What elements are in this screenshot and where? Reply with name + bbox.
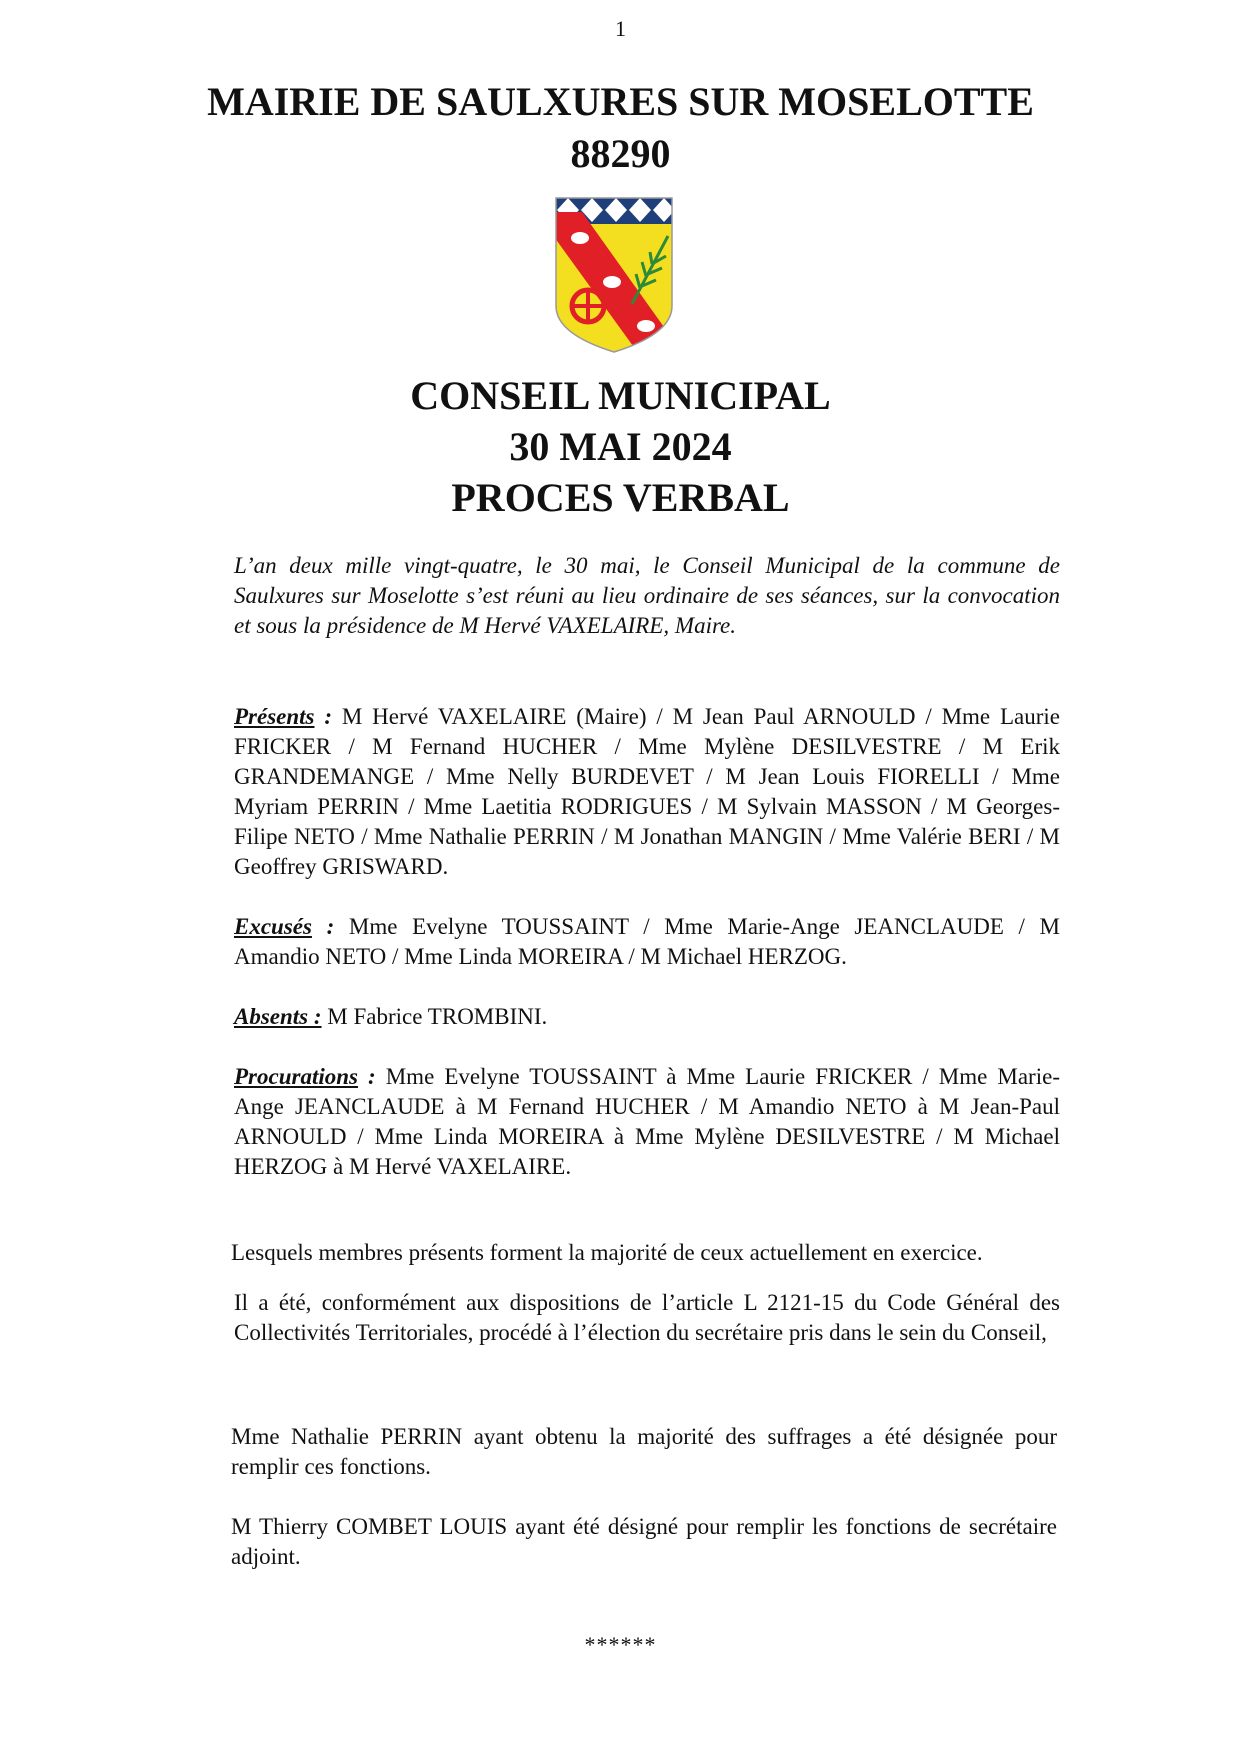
mairie-header: [0, 76, 1241, 180]
excuses-text: Mme Evelyne TOUSSAINT / Mme Marie-Ange JEANCLAUDE / M Amandio NETO / Mme Linda MOREIRA / M Michael HERZOG.: [234, 914, 1061, 969]
postal-code: 88290: [570, 131, 671, 176]
excuses-label: Excusés: [234, 914, 312, 939]
procurations-text: Mme Evelyne TOUSSAINT à Mme Laurie FRICKER / Mme Marie-Ange JEANCLAUDE à M Fernand HUCHER / M Amandio NETO à M Jean-Paul ARNOULD / Mme Linda MOREIRA à Mme Mylène DESILVESTRE / M Michael HERZOG à M Hervé VAXELAIRE.: [234, 1064, 1060, 1179]
section-separator: ******: [584, 1632, 657, 1657]
title-date: 30 MAI 2024: [509, 424, 732, 469]
excuses-colon: :: [311, 914, 335, 939]
document-title: [0, 370, 1241, 523]
presents-label: Présents: [234, 704, 315, 729]
article-paragraph: Il a été, conformément aux dispositions de l’article L 2121-15 du Code Général des Collectivités Territoriales, procédé à l’élection du secrétaire pris dans le sein du Conseil,: [234, 1290, 1060, 1345]
presents-text: M Hervé VAXELAIRE (Maire) / M Jean Paul ARNOULD / Mme Laurie FRICKER / M Fernand HUCHER / Mme Mylène DESILVESTRE / M Erik GRANDEMANGE / Mme Nelly BURDEVET / M Jean Louis FIORELLI / Mme Myriam PERRIN / Mme Laetitia RODRIGUES / M Sylvain MASSON / M Georges-Filipe NETO / Mme Nathalie PERRIN / M Jonathan MANGIN / Mme Valérie BERI / M Geoffrey GRISWARD.: [234, 704, 1060, 879]
coat-of-arms-icon: [552, 194, 676, 354]
intro-paragraph: L’an deux mille vingt-quatre, le 30 mai, le Conseil Municipal de la commune de Saulxures sur Moselotte s’est réuni au lieu ordinaire de ses séances, sur la convocation et sous la présidence de M Hervé VAXELAIRE, Maire.: [234, 553, 1060, 638]
absents-paragraph: [234, 1002, 1060, 1032]
presents-colon: :: [314, 704, 333, 729]
crest-wheel: [570, 288, 606, 324]
secretary-paragraph: Mme Nathalie PERRIN ayant obtenu la majorité des suffrages a été désignée pour remplir ces fonctions.: [231, 1424, 1057, 1479]
title-conseil: CONSEIL MUNICIPAL: [410, 373, 831, 418]
absents-text: M Fabrice TROMBINI.: [327, 1004, 548, 1029]
title-proces-verbal: PROCES VERBAL: [451, 475, 790, 520]
presents-paragraph: [234, 702, 1060, 882]
deputy-secretary-paragraph: M Thierry COMBET LOUIS ayant été désigné pour remplir les fonctions de secrétaire adjoint.: [231, 1514, 1057, 1569]
procurations-label: Procurations: [234, 1064, 358, 1089]
excuses-paragraph: [234, 912, 1060, 972]
absents-label: Absents :: [234, 1004, 322, 1029]
procurations-colon: :: [357, 1064, 376, 1089]
page-number: 1: [615, 16, 626, 41]
procurations-paragraph: [234, 1062, 1060, 1182]
majority-paragraph: Lesquels membres présents forment la majorité de ceux actuellement en exercice.: [231, 1240, 983, 1265]
mairie-name: MAIRIE DE SAULXURES SUR MOSELOTTE: [207, 79, 1034, 124]
